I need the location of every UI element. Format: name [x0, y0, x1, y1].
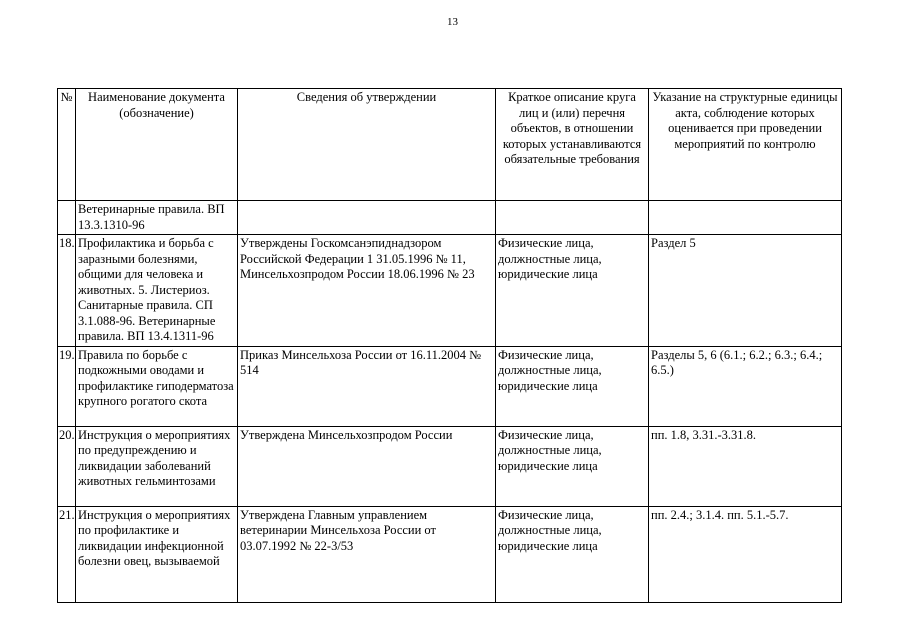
table-row — [58, 506, 842, 602]
header-document-name: Наименование документа (обозначение) — [76, 89, 238, 201]
header-persons: Краткое описание круга лиц и (или) перечня объектов, в отношении которых устанавливаются обязательные требования — [496, 89, 649, 201]
structural-units: Раздел 5 — [649, 235, 842, 347]
row-number: 18. — [58, 235, 76, 347]
approval-info — [238, 201, 496, 235]
table-row — [58, 235, 842, 347]
approval-info: Утверждена Минсельхозпродом России — [238, 426, 496, 506]
approval-info: Приказ Минсельхоза России от 16.11.2004 № 514 — [238, 346, 496, 426]
table-header-row — [58, 89, 842, 201]
table-row — [58, 346, 842, 426]
persons-description: Физические лица, должностные лица, юридические лица — [496, 426, 649, 506]
row-number: 19. — [58, 346, 76, 426]
header-number: № — [58, 89, 76, 201]
page-number: 13 — [447, 16, 458, 28]
requirements-table — [57, 88, 842, 603]
approval-info: Утверждены Госкомсанэпиднадзором Российской Федерации 1 31.05.1996 № 11, Минсельхозпродом России 18.06.1996 № 23 — [238, 235, 496, 347]
row-number — [58, 201, 76, 235]
structural-units: пп. 1.8, 3.31.-3.31.8. — [649, 426, 842, 506]
row-number: 20. — [58, 426, 76, 506]
persons-description: Физические лица, должностные лица, юридические лица — [496, 346, 649, 426]
approval-info: Утверждена Главным управлением ветеринарии Минсельхоза России от 03.07.1992 № 22-3/53 — [238, 506, 496, 602]
table-row — [58, 201, 842, 235]
document-name: Правила по борьбе с подкожными оводами и профилактике гиподерматоза крупного рогатого скота — [76, 346, 238, 426]
persons-description — [496, 201, 649, 235]
header-structural-units: Указание на структурные единицы акта, соблюдение которых оценивается при проведении мероприятий по контролю — [649, 89, 842, 201]
document-name: Профилактика и борьба с заразными болезнями, общими для человека и животных. 5. Листериоз. Санитарные правила. СП 3.1.088-96. Ветеринарные правила. ВП 13.4.1311-96 — [76, 235, 238, 347]
document-name: Ветеринарные правила. ВП 13.3.1310-96 — [76, 201, 238, 235]
structural-units: Разделы 5, 6 (6.1.; 6.2.; 6.3.; 6.4.; 6.5.) — [649, 346, 842, 426]
structural-units: пп. 2.4.; 3.1.4. пп. 5.1.-5.7. — [649, 506, 842, 602]
document-name: Инструкция о мероприятиях по предупреждению и ликвидации заболеваний животных гельминтозами — [76, 426, 238, 506]
table-row — [58, 426, 842, 506]
row-number: 21. — [58, 506, 76, 602]
persons-description: Физические лица, должностные лица, юридические лица — [496, 506, 649, 602]
persons-description: Физические лица, должностные лица, юридические лица — [496, 235, 649, 347]
document-name: Инструкция о мероприятиях по профилактике и ликвидации инфекционной болезни овец, вызываемой — [76, 506, 238, 602]
header-approval: Сведения об утверждении — [238, 89, 496, 201]
structural-units — [649, 201, 842, 235]
